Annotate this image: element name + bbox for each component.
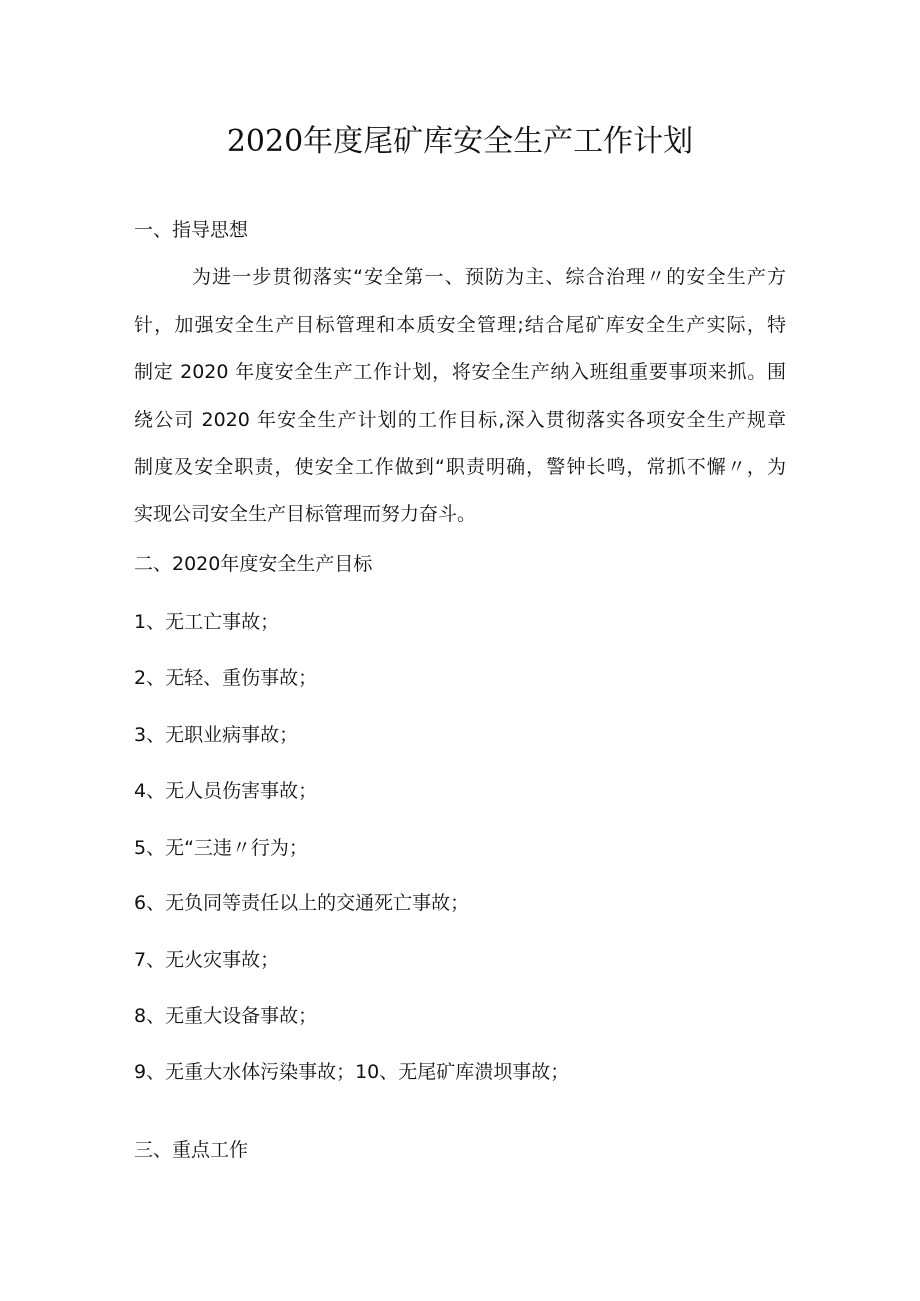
paragraph-line: 实现公司安全生产目标管理而努力奋斗。 bbox=[134, 503, 477, 525]
paragraph-line: 制度及安全职责，使安全工作做到“职责明确，警钟长鸣，常抓不懈〃，为 bbox=[134, 456, 786, 478]
paragraph-line: 为进一步贯彻落实“安全第一、预防为主、综合治理〃的安全生产方 bbox=[192, 266, 786, 288]
section-heading-guiding-ideology: 一、指导思想 bbox=[134, 219, 249, 241]
section-heading-targets: 二、2020年度安全生产目标 bbox=[134, 553, 373, 575]
section-heading-key-work: 三、重点工作 bbox=[134, 1139, 249, 1161]
paragraph-line: 制定 2020 年度安全生产工作计划，将安全生产纳入班组重要事项来抓。围 bbox=[134, 361, 786, 383]
paragraph-line: 针，加强安全生产目标管理和本质安全管理;结合尾矿库安全生产实际，特 bbox=[134, 314, 786, 336]
target-item: 8、无重大设备事故； bbox=[134, 1005, 318, 1027]
target-item: 7、无火灾事故； bbox=[134, 949, 280, 971]
document-title: 2020年度尾矿库安全生产工作计划 bbox=[226, 124, 694, 159]
target-item: 1、无工亡事故； bbox=[134, 611, 280, 633]
target-item: 9、无重大水体污染事故；10、无尾矿库溃坝事故； bbox=[134, 1061, 570, 1083]
paragraph-line: 绕公司 2020 年安全生产计划的工作目标,深入贯彻落实各项安全生产规章 bbox=[134, 409, 786, 431]
target-item: 6、无负同等责任以上的交通死亡事故； bbox=[134, 892, 470, 914]
target-item: 2、无轻、重伤事故； bbox=[134, 667, 318, 689]
target-item: 5、无“三违〃行为； bbox=[134, 837, 308, 859]
target-item: 4、无人员伤害事故； bbox=[134, 780, 318, 802]
target-item: 3、无职业病事故； bbox=[134, 724, 299, 746]
